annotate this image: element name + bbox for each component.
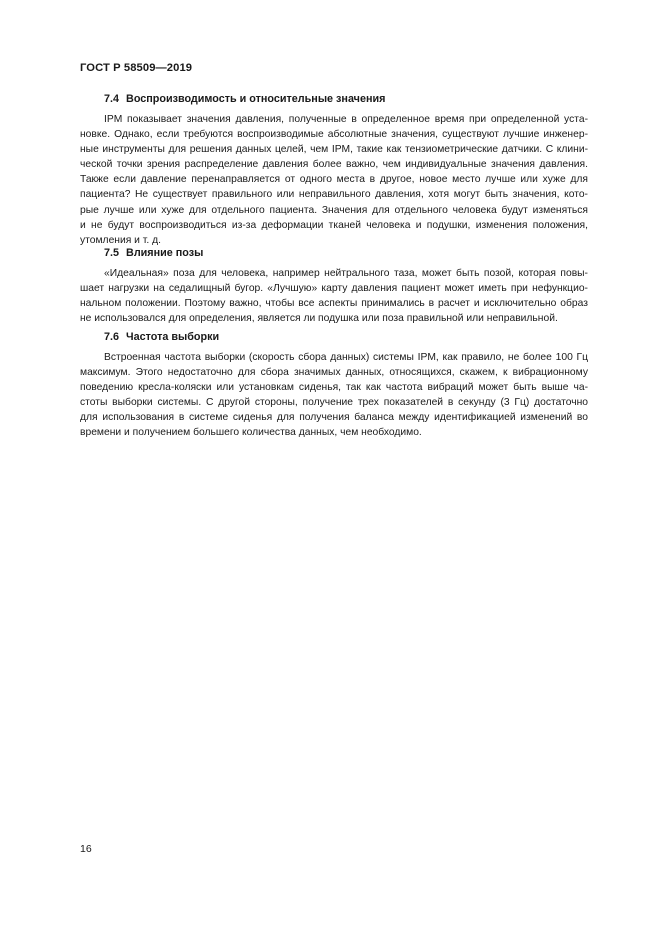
text-line: не использовался для определения, является ли подушка или поза правильной или неправильной.	[80, 313, 558, 325]
text-line: и не будут воспроизводиться из-за деформации тканей человека и подушки, изменения положения,	[80, 219, 588, 231]
section-number: 7.4	[104, 93, 120, 105]
text-line: максимум. Этого недостаточно для сбора значимых данных, относящихся, скажем, к вибрационному	[80, 367, 588, 379]
text-line: Встроенная частота выборки (скорость сбора данных) системы IPM, как правило, не более 100 Гц	[104, 352, 588, 363]
section-title: Влияние позы	[126, 247, 204, 259]
text-line: утомления и т. д.	[80, 234, 161, 246]
text-line: рые лучше или хуже для отдельного пациента. Значения для отдельного человека будут изменяться	[80, 204, 588, 216]
section-title: Частота выборки	[126, 331, 220, 343]
section-heading	[104, 330, 588, 344]
text-line: IPM показывает значения давления, полученные в определенное время при определенной уста-	[104, 114, 588, 125]
text-line: новке. Однако, если требуются воспроизводимые абсолютные значения, существуют лучшие инженер-	[80, 129, 588, 141]
text-line: времени и получением большего количества данных, чем необходимо.	[80, 427, 422, 439]
text-line: «Идеальная» поза для человека, например нейтрального таза, может быть позой, которая повы-	[104, 268, 588, 279]
text-line: стоты выборки системы. С другой стороны, получение трех показателей в секунду (3 Гц) достаточно	[80, 397, 588, 409]
section-heading	[104, 246, 588, 260]
text-line: нальном положении. Поэтому важно, чтобы все аспекты принимались в расчет и исключительно образ	[80, 298, 588, 310]
section-number: 7.6	[104, 331, 120, 343]
paragraph	[80, 350, 588, 441]
section-title: Воспроизводимость и относительные значения	[126, 93, 386, 105]
text-line: ческой точки зрения распределение давления более важно, чем индивидуальные значения давления.	[80, 159, 588, 171]
section-7-5	[80, 246, 588, 326]
text-line: ные инструменты для решения данных целей, чем IPM, такие как тензиометрические датчики. С клини-	[80, 144, 588, 156]
text-line: для использования в системе сиденья для получения баланса между идентификацией изменений во	[80, 412, 588, 424]
section-heading	[104, 92, 588, 106]
text-line: Также если давление перенаправляется от одного места в другое, новое место лучше или хуже для	[80, 174, 588, 186]
paragraph	[80, 266, 588, 326]
text-line: шает нагрузки на седалищный бугор. «Лучшую» карту давления пациент может иметь при нефункцио-	[80, 283, 588, 295]
document-header: ГОСТ Р 58509—2019	[80, 62, 193, 74]
text-line: поведению кресла-коляски или установкам сиденья, так как частота вибраций может быть выше ча-	[80, 382, 588, 394]
section-7-6	[80, 330, 588, 441]
paragraph	[80, 112, 588, 248]
section-7-4	[80, 92, 588, 248]
text-line: пациента? Не существует правильного или неправильного давления, хотя могут быть значения, кото-	[80, 189, 588, 201]
section-number: 7.5	[104, 247, 120, 259]
page-number: 16	[80, 843, 92, 855]
